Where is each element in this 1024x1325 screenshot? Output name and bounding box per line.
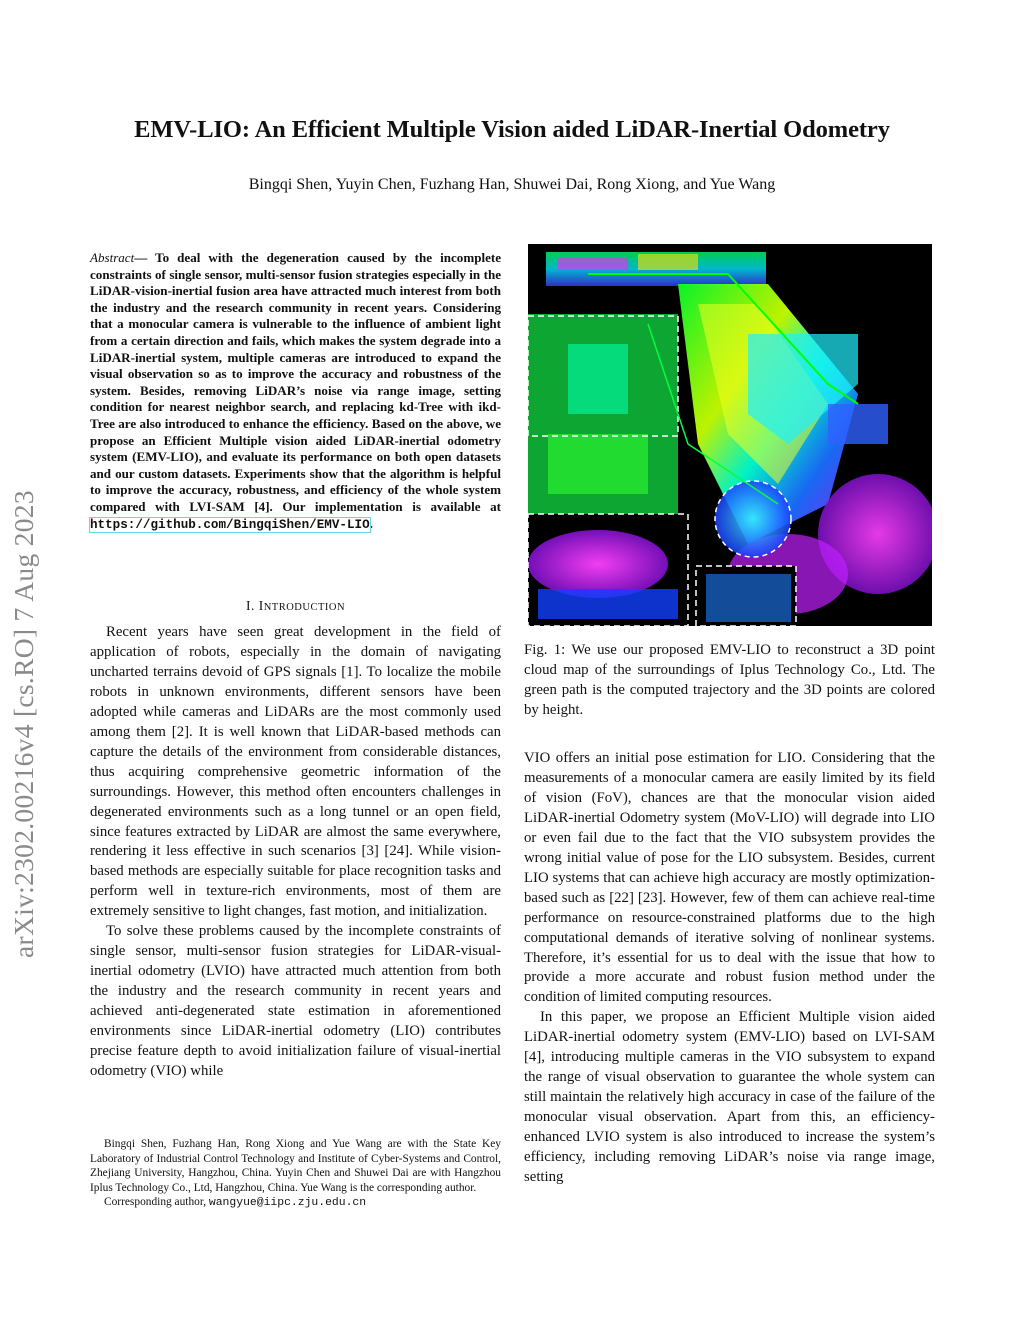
abstract-body: — To deal with the degeneration caused by the incomplete constraints of single sensor, multi-sensor fusion strategies especially in the LiDAR-vision-inertial fusion area have attracted much interest from both the industry and the research community in recent years. Considering that a monocular camera is vulnerable to the influence of ambient light from a certain direction and fails, which makes the system degrade into a LiDAR-inertial system, multiple cameras are introduced to expand the visual observation so as to improve the accuracy and robustness of the system. Besides, removing LiDAR’s noise via range image, setting condition for nearest neighbor search, and replacing kd-Tree with ikd-Tree are also introduced to enhance the efficiency. Based on the above, we propose an Efficient Multiple vision aided LiDAR-inertial odometry system (EMV-LIO), and evaluate its performance on both open datasets and our custom datasets. Experiments show that the algorithm is helpful to improve the accuracy, robustness, and efficiency of the whole system compared with LVI-SAM [4]. Our implementation is available at [90,250,501,514]
introduction-text [90,623,501,1082]
abstract-end: . [369,515,373,531]
right-paragraph-2: In this paper, we propose an Efficient Multiple vision aided LiDAR-inertial odometry system (EMV-LIO) based on LVI-SAM [4], introducing multiple cameras in the VIO subsystem to expand the range of visual observation to guarantee the whole system can still maintain the relatively high accuracy in case of the failure of the monocular visual observation. Apart from this, an efficiency-enhanced LVIO system is also introduced to increase the system’s efficiency, including removing LiDAR’s noise via range image, setting [524,1009,935,1186]
abstract [90,250,501,533]
corresponding-note: Corresponding author, wangyue@iipc.zju.edu.cn [104,1196,367,1210]
author-list: Bingqi Shen, Yuyin Chen, Fuzhang Han, Shuwei Dai, Rong Xiong, and Yue Wang [248,176,776,193]
abstract-label: Abstract [90,250,135,265]
corresponding-email[interactable]: wangyue@iipc.zju.edu.cn [208,1197,367,1210]
intro-paragraph-1: Recent years have seen great development in the field of application of robots, especially in the domain of navigating uncharted terrains devoid of GPS signals [1]. To localize the mobile robots in unknown environments, different sensors have been adopted while cameras and LiDARs are the most commonly used among them [2]. It is well known that LiDAR-based methods can capture the details of the environment from considerable distances, thus acquiring comprehensive geometric information of the surroundings. However, this method often encounters challenges in degenerated environments such as a long tunnel or an open field, since features extracted by LiDAR are almost the same everywhere, rendering it less effective in such scenarios [3] [24]. While vision-based methods are especially suitable for place recognition tasks and perform well in texture-rich environments, most of them are extremely sensitive to light changes, fast motion, and initialization. [90,624,501,920]
point-cloud-figure [528,244,932,626]
affiliation-note: Bingqi Shen, Fuzhang Han, Rong Xiong and Yue Wang are with the State Key Laboratory of Industrial Control Technology and Institute of Cyber-Systems and Control, Zhejiang University, Hangzhou, China. Yuyin Chen and Shuwei Dai are with Hangzhou Iplus Technology Co., Ltd, Hangzhou, China. Yue Wang is the corresponding author. [90,1138,501,1194]
point-cloud-map-image [528,244,932,626]
right-paragraph-1: VIO offers an initial pose estimation for LIO. Considering that the measurements of a monocular camera are easily limited by its field of vision (FoV), chances are that the monocular vision aided LiDAR-inertial Odometry system (MoV-LIO) will degrade into LIO or even fail due to the fact that the VIO subsystem provides the wrong initial value of pose for the LIO subsystem. Besides, current LIO systems that can achieve high accuracy are mostly optimization-based such as [22] [23]. However, few of them can achieve real-time performance on resource-constrained platforms due to the high computational demands of iterative solving of nonlinear systems. Therefore, it’s essential for us to deal with the issue that how to provide a more accurate and robust fusion method under the condition of limited computing resources. [524,750,935,1006]
section-heading-introduction: I. INTRODUCTION [245,598,346,613]
footnote [90,1137,501,1211]
github-link[interactable]: https://github.com/BingqiShen/EMV-LIO [90,517,370,532]
right-column-text [524,749,935,1188]
arxiv-identifier: arXiv:2302.00216v4 [cs.RO] 7 Aug 2023 [8,490,39,958]
figure-caption: Fig. 1: We use our proposed EMV-LIO to reconstruct a 3D point cloud map of the surroundings of Iplus Technology Co., Ltd. The green path is the computed trajectory and the 3D points are colored by height. [524,642,935,718]
intro-paragraph-2: To solve these problems caused by the incomplete constraints of single sensor, multi-sensor fusion strategies for LiDAR-visual-inertial odometry (LVIO) have attracted much attention from both the industry and the research community in recent years and achieved anti-degenerated state estimation in aforementioned environments since LiDAR-inertial odometry (LIO) contributes precise feature depth to avoid initialization failure of visual-inertial odometry (VIO) while [90,923,501,1079]
paper-title: EMV-LIO: An Efficient Multiple Vision aided LiDAR-Inertial Odometry [134,116,890,143]
